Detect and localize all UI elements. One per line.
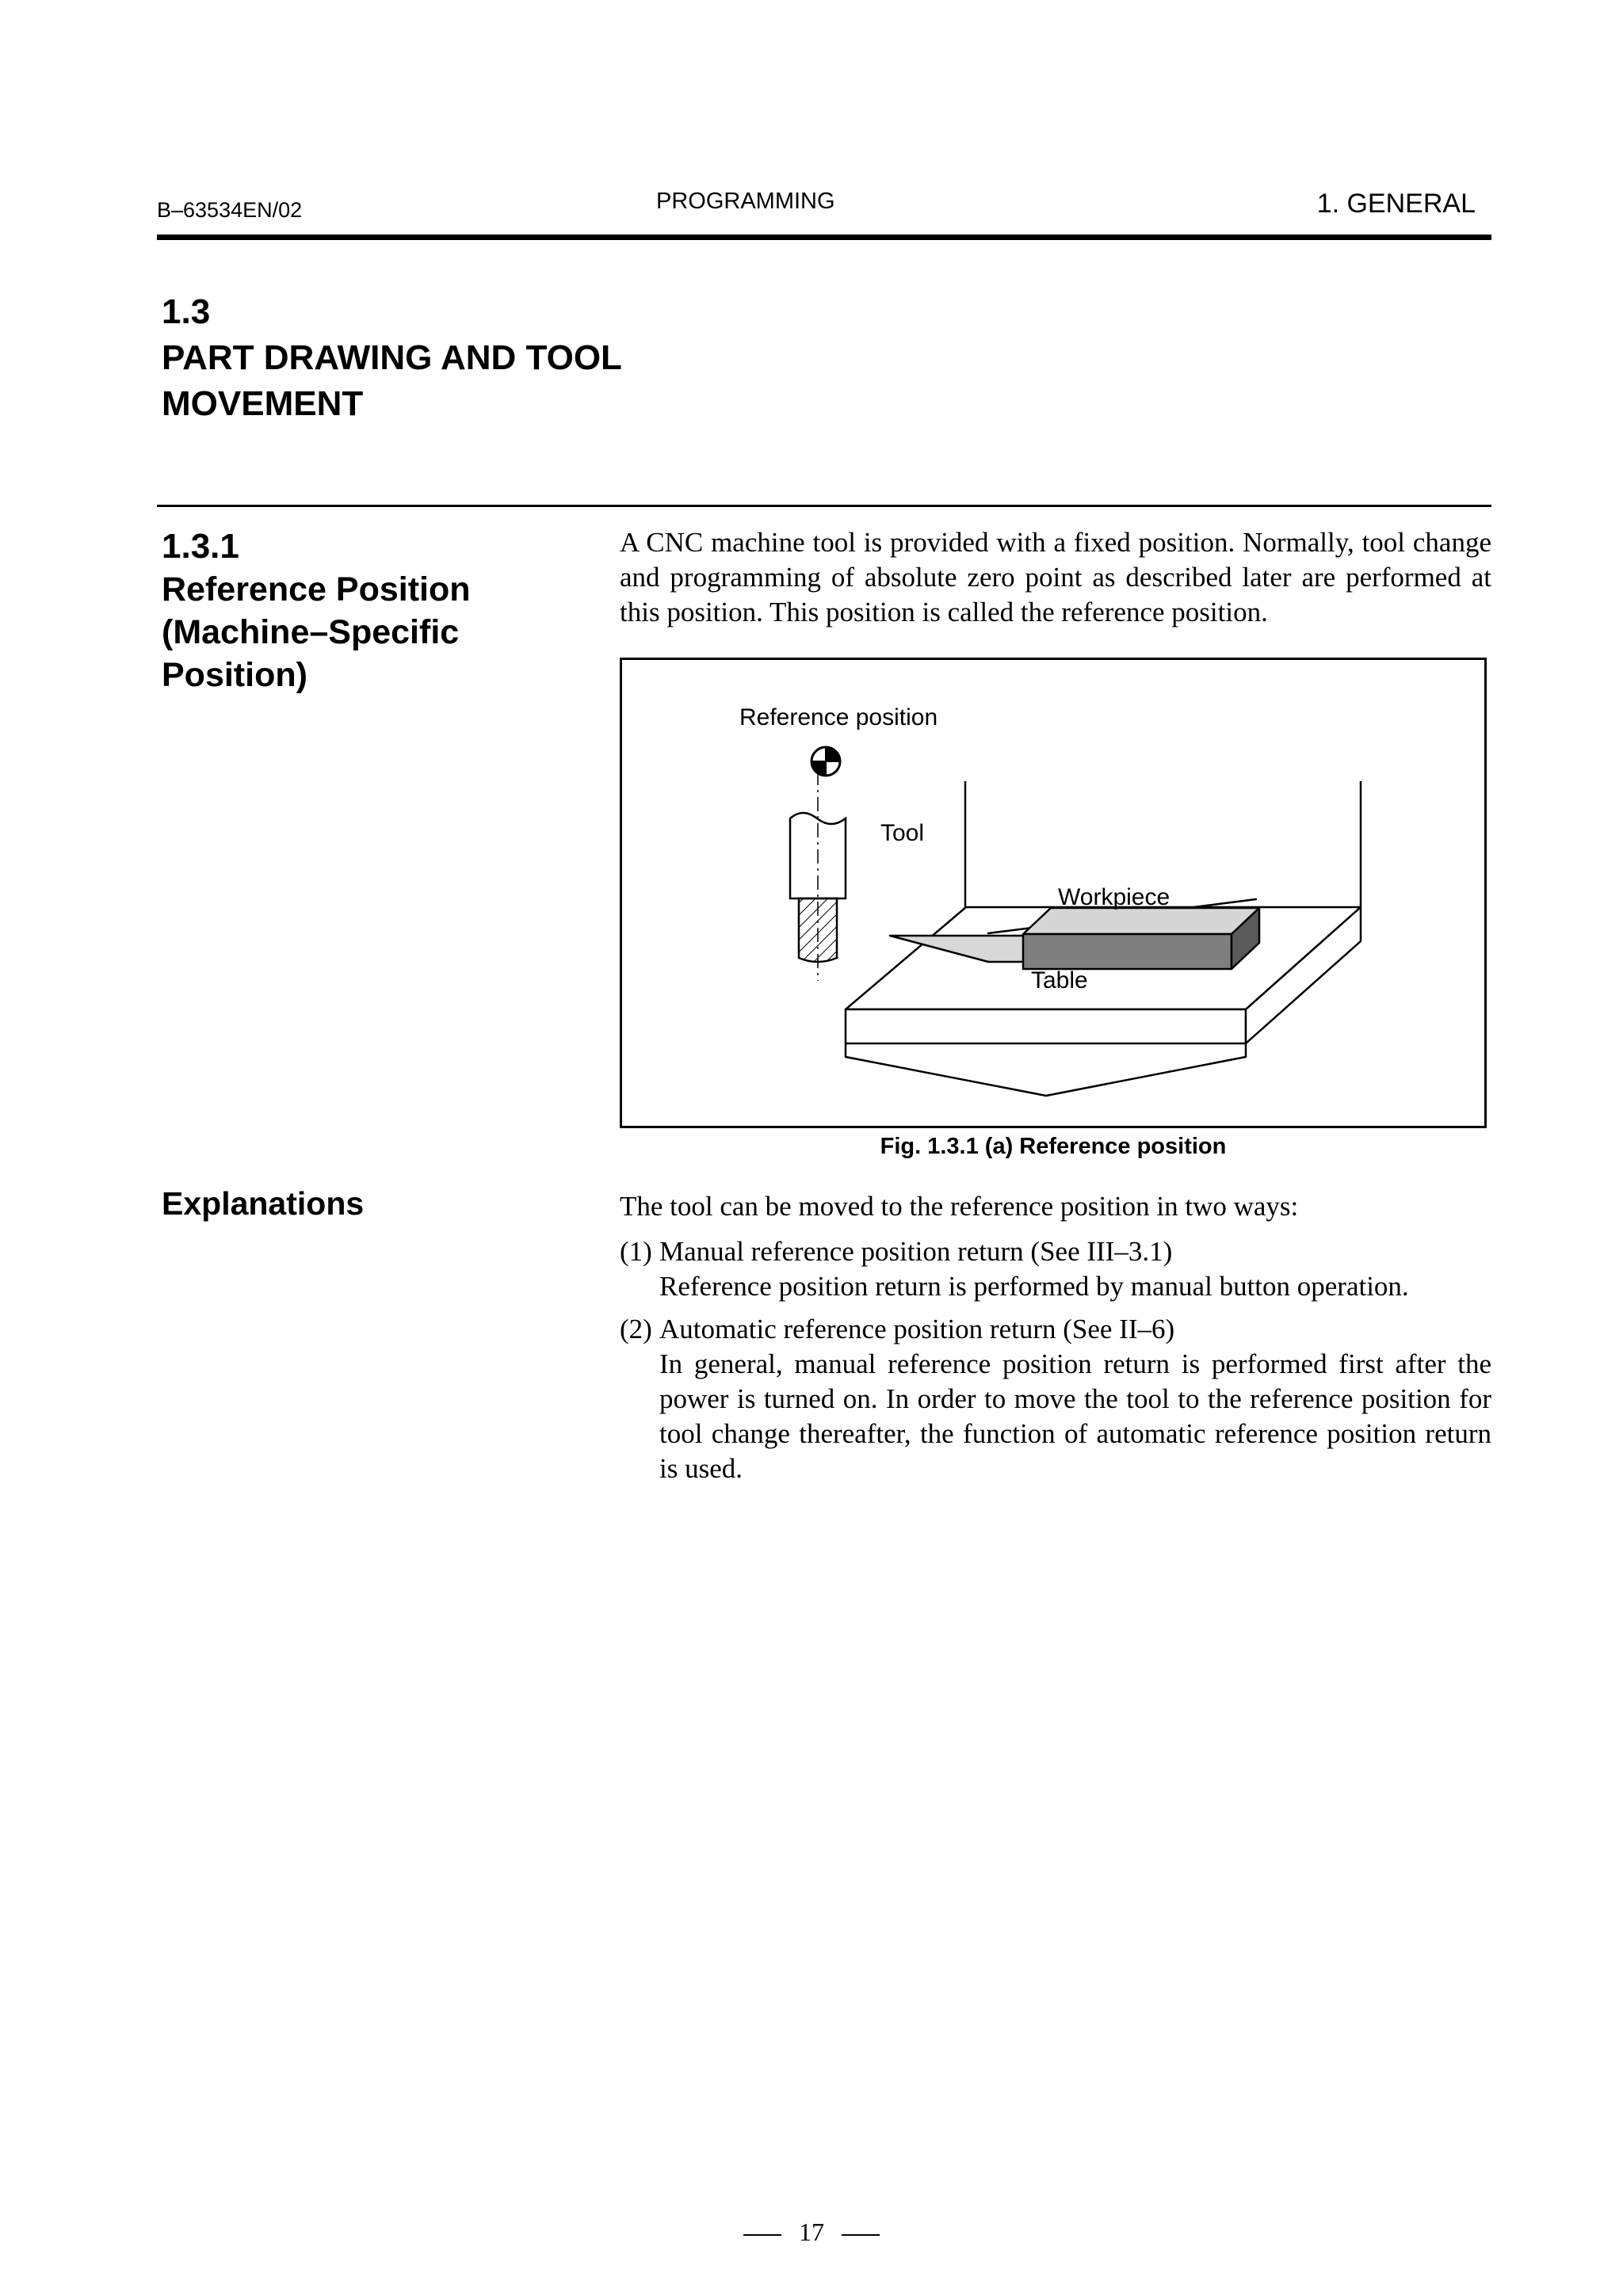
page-number-dash-left [743,2234,781,2236]
reference-position-figure [620,658,1487,1128]
page-number-dash-right [842,2234,880,2236]
list-item-number: (1) [620,1236,652,1267]
list-item-body: In general, manual reference position return is performed first after the power is turned on. In order to move the tool to the reference position for tool change thereafter, the function of automatic reference position return is used. [659,1348,1491,1484]
page-number [0,2218,1623,2247]
header-rule [157,235,1491,240]
label-table: Table [1031,967,1088,994]
label-workpiece: Workpiece [1058,884,1170,910]
label-reference-position: Reference position [739,704,938,730]
page-number-value: 17 [799,2218,824,2246]
header-doc-code: B–63534EN/02 [157,198,303,222]
workpiece-block [1023,908,1259,969]
section-number: 1.3 [162,292,211,331]
subsection-intro: A CNC machine tool is provided with a fixed position. Normally, tool change and programming of absolute zero point as described later are performed at this position. This position is called the reference position. [620,527,1491,627]
subsection-title: Reference Position (Machine–Specific Position) [162,570,471,694]
reference-position-symbol [812,747,840,776]
header-part: PROGRAMMING [656,189,835,214]
list-item [620,1234,1491,1304]
list-item [620,1312,1491,1486]
subsection-number: 1.3.1 [162,527,239,566]
explanations-heading: Explanations [162,1185,365,1222]
explanations-intro: The tool can be moved to the reference position in two ways: [620,1191,1299,1222]
list-item-title: Manual reference position return (See III–3.1) [659,1236,1173,1267]
figure-caption: Fig. 1.3.1 (a) Reference position [880,1134,1227,1159]
tool [790,771,846,981]
list-item-number: (2) [620,1314,652,1344]
header-chapter: 1. GENERAL [1316,189,1476,219]
list-item-title: Automatic reference position return (See II–6) [659,1314,1175,1344]
label-tool: Tool [880,820,925,846]
list-item-body: Reference position return is performed by manual button operation. [659,1271,1409,1302]
subsection-rule [157,505,1491,507]
section-title: PART DRAWING AND TOOL MOVEMENT [162,338,622,423]
